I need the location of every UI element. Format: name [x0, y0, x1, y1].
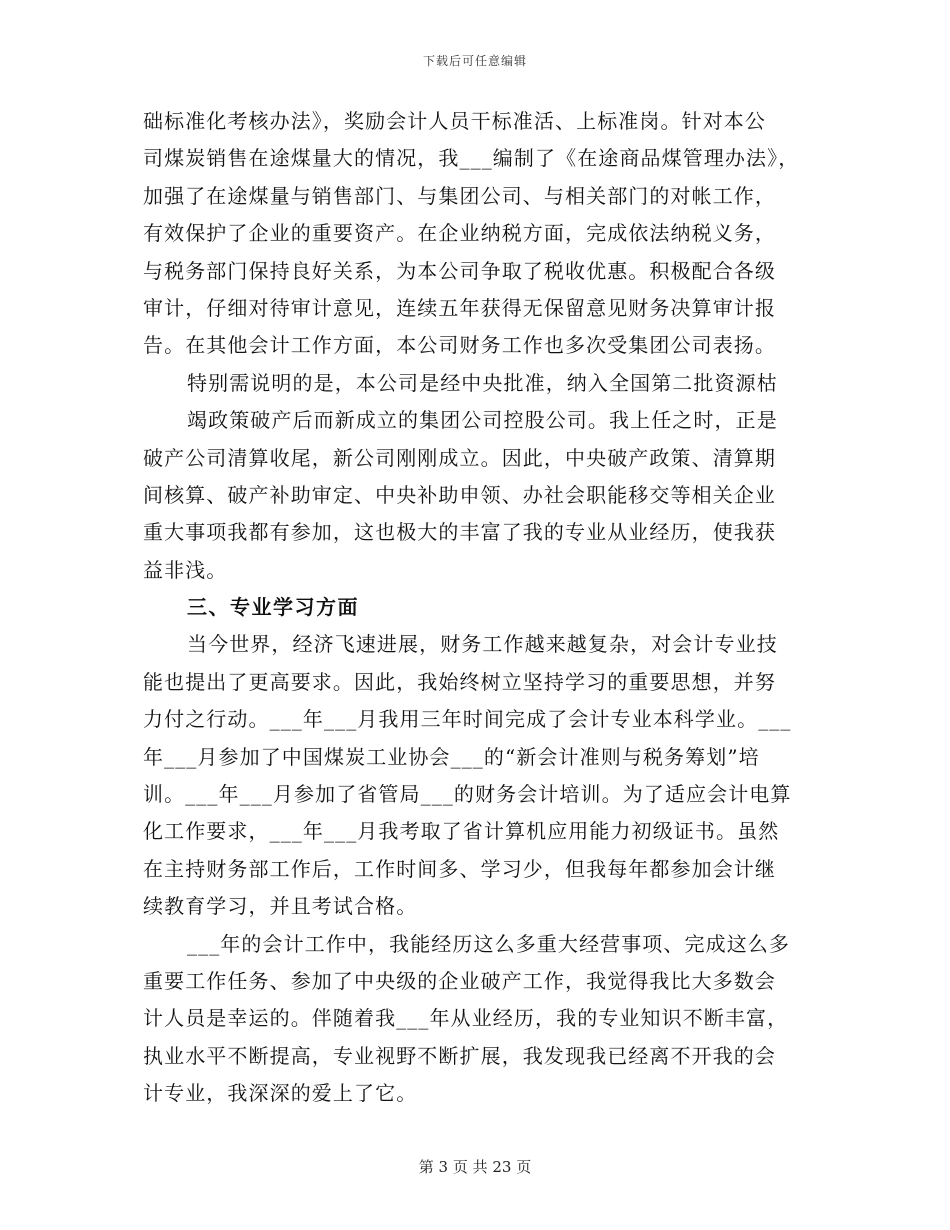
body-line: 告。在其他会计工作方面，本公司财务工作也多次受集团公司表扬。	[143, 333, 776, 358]
document-body	[143, 103, 823, 1113]
body-line: 计专业，我深深的爱上了它。	[143, 1081, 418, 1106]
body-line: 与税务部门保持良好关系，为本公司争取了税收优惠。积极配合各级	[143, 258, 776, 283]
body-line: 加强了在途煤量与销售部门、与集团公司、与相关部门的对帐工作，	[143, 183, 776, 208]
body-line: 有效保护了企业的重要资产。在企业纳税方面，完成依法纳税义务，	[143, 221, 776, 246]
body-line: 在主持财务部工作后，工作时间多、学习少，但我每年都参加会计继	[143, 856, 776, 881]
body-line: 重大事项我都有参加，这也极大的丰富了我的专业从业经历，使我获	[143, 520, 776, 545]
body-line: 年___月参加了中国煤炭工业协会___的“新会计准则与税务筹划”培	[143, 744, 760, 769]
section-heading: 三、专业学习方面	[187, 595, 359, 620]
body-line: 间核算、破产补助审定、中央补助申领、办社会职能移交等相关企业	[143, 482, 776, 507]
paragraph-start-line: ___年的会计工作中，我能经历这么多重大经营事项、完成这么多	[187, 931, 790, 956]
page-number-footer: 第 3 页 共 23 页	[418, 1158, 532, 1176]
body-line: 审计，仔细对待审计意见，连续五年获得无保留意见财务决算审计报	[143, 295, 776, 320]
body-line: 化工作要求，___年___月我考取了省计算机应用能力初级证书。虽然	[143, 819, 780, 844]
body-line: 破产公司清算收尾，新公司刚刚成立。因此，中央破产政策、清算期	[143, 445, 776, 470]
body-line: 计人员是幸运的。伴随着我___年从业经历，我的专业知识不断丰富，	[143, 1006, 789, 1031]
body-line: 能也提出了更高要求。因此，我始终树立坚持学习的重要思想，并努	[143, 669, 776, 694]
page-header-note: 下载后可任意编辑	[422, 54, 527, 68]
body-line: 司煤炭销售在途煤量大的情况，我___编制了《在途商品煤管理办法》，	[143, 146, 800, 171]
body-line: 续教育学习，并且考试合格。	[143, 894, 418, 919]
body-line: 础标准化考核办法》，奖励会计人员干标准活、上标准岗。针对本公	[143, 109, 766, 133]
body-line: 训。___年___月参加了省管局___的财务会计培训。为了适应会计电算	[143, 782, 792, 807]
body-line: 重要工作任务、参加了中央级的企业破产工作，我觉得我比大多数会	[143, 968, 776, 993]
body-line: 力付之行动。___年___月我用三年时间完成了会计专业本科学业。___	[143, 707, 792, 732]
paragraph-start-line: 当今世界，经济飞速进展，财务工作越来越复杂，对会计专业技	[187, 632, 778, 657]
body-line: 执业水平不断提高，专业视野不断扩展，我发现我已经离不开我的会	[143, 1043, 776, 1068]
body-line: 益非浅。	[143, 557, 228, 582]
paragraph-start-line: 特别需说明的是，本公司是经中央批准，纳入全国第二批资源枯	[187, 370, 778, 395]
body-line: 竭政策破产后而新成立的集团公司控股公司。我上任之时，正是	[187, 408, 778, 433]
